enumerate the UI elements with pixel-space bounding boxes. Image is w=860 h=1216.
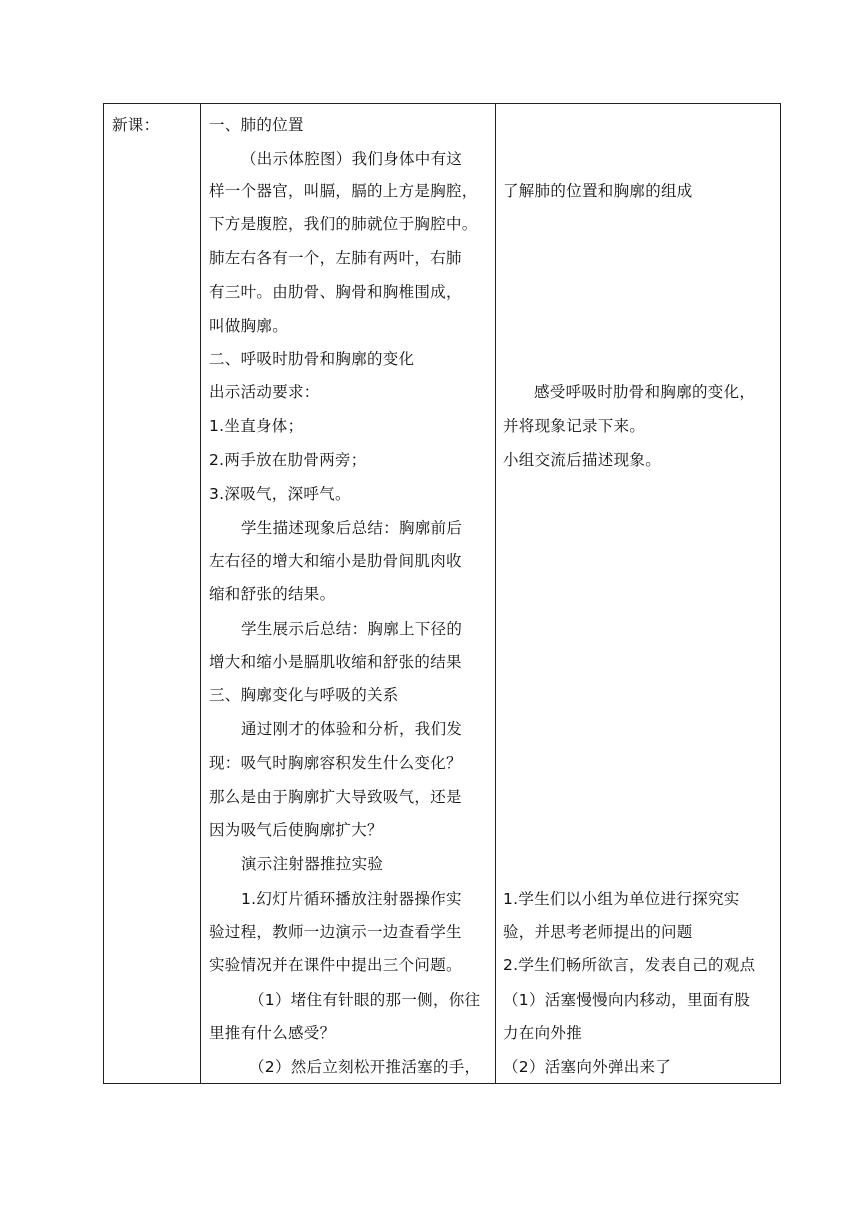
student-activity-column [496,104,781,1083]
text-line: 实验情况并在课件中提出三个问题。 [209,956,462,974]
text-line: 左右径的增大和缩小是肋骨间肌肉收 [209,552,462,570]
text-line: 验，并思考老师提出的问题 [503,923,693,941]
text-line: 2.学生们畅所欲言，发表自己的观点 [503,956,756,974]
text-line: 验过程，教师一边演示一边查看学生 [209,923,462,941]
text-line: 通过刚才的体验和分析，我们发 [241,720,463,738]
text-line: 叫做胸廓。 [209,317,289,335]
list-item: 1.坐直身体； [209,417,304,435]
text-line: 里推有什么感受？ [209,1024,336,1042]
text-line: 学生描述现象后总结：胸廓前后 [241,519,463,537]
text-line: 1.学生们以小组为单位进行探究实 [503,890,740,908]
answer-item: （2）活塞向外弹出来了 [503,1058,672,1076]
text-line: 1.幻灯片循环播放注射器操作实 [241,890,462,908]
list-item: 2.两手放在肋骨两旁； [209,451,367,469]
text-line: 出示活动要求： [209,383,320,401]
text-line: 并将现象记录下来。 [503,417,646,435]
heading-chest-breathing: 三、胸廓变化与呼吸的关系 [209,686,399,704]
text-line: 了解肺的位置和胸廓的组成 [503,182,693,200]
list-item: 3.深吸气，深呼气。 [209,485,351,503]
text-line: 演示注射器推拉实验 [241,855,384,873]
section-label: 新课： [112,116,160,134]
text-line: 学生展示后总结：胸廓上下径的 [241,620,463,638]
heading-rib-changes: 二、呼吸时肋骨和胸廓的变化 [209,350,415,368]
text-line: 现：吸气时胸廓容积发生什么变化？ [209,754,462,772]
text-line: 小组交流后描述现象。 [503,451,662,469]
lesson-plan-table [103,103,781,1084]
heading-lung-position: 一、肺的位置 [209,116,304,134]
answer-item: （1）活塞慢慢向内移动，里面有股 [503,991,751,1009]
text-line: 那么是由于胸廓扩大导致吸气，还是 [209,788,462,806]
text-line: 力在向外推 [503,1024,583,1042]
question-item: （2）然后立刻松开推活塞的手， [249,1058,481,1076]
section-label-column [104,104,201,1083]
text-line: （出示体腔图）我们身体中有这 [241,150,463,168]
text-line: 因为吸气后使胸廓扩大？ [209,821,383,839]
text-line: 肺左右各有一个，左肺有两叶，右肺 [209,249,462,267]
teacher-activity-column [201,104,496,1083]
text-line: 感受呼吸时肋骨和胸廓的变化， [534,383,756,401]
text-line: 缩和舒张的结果。 [209,585,336,603]
text-line: 下方是腹腔，我们的肺就位于胸腔中。 [209,215,478,233]
text-line: 样一个器官，叫膈，膈的上方是胸腔， [209,182,478,200]
question-item: （1）堵住有针眼的那一侧，你往 [249,991,481,1009]
text-line: 有三叶。由肋骨、胸骨和胸椎围成， [209,283,462,301]
text-line: 增大和缩小是膈肌收缩和舒张的结果 [209,653,462,671]
